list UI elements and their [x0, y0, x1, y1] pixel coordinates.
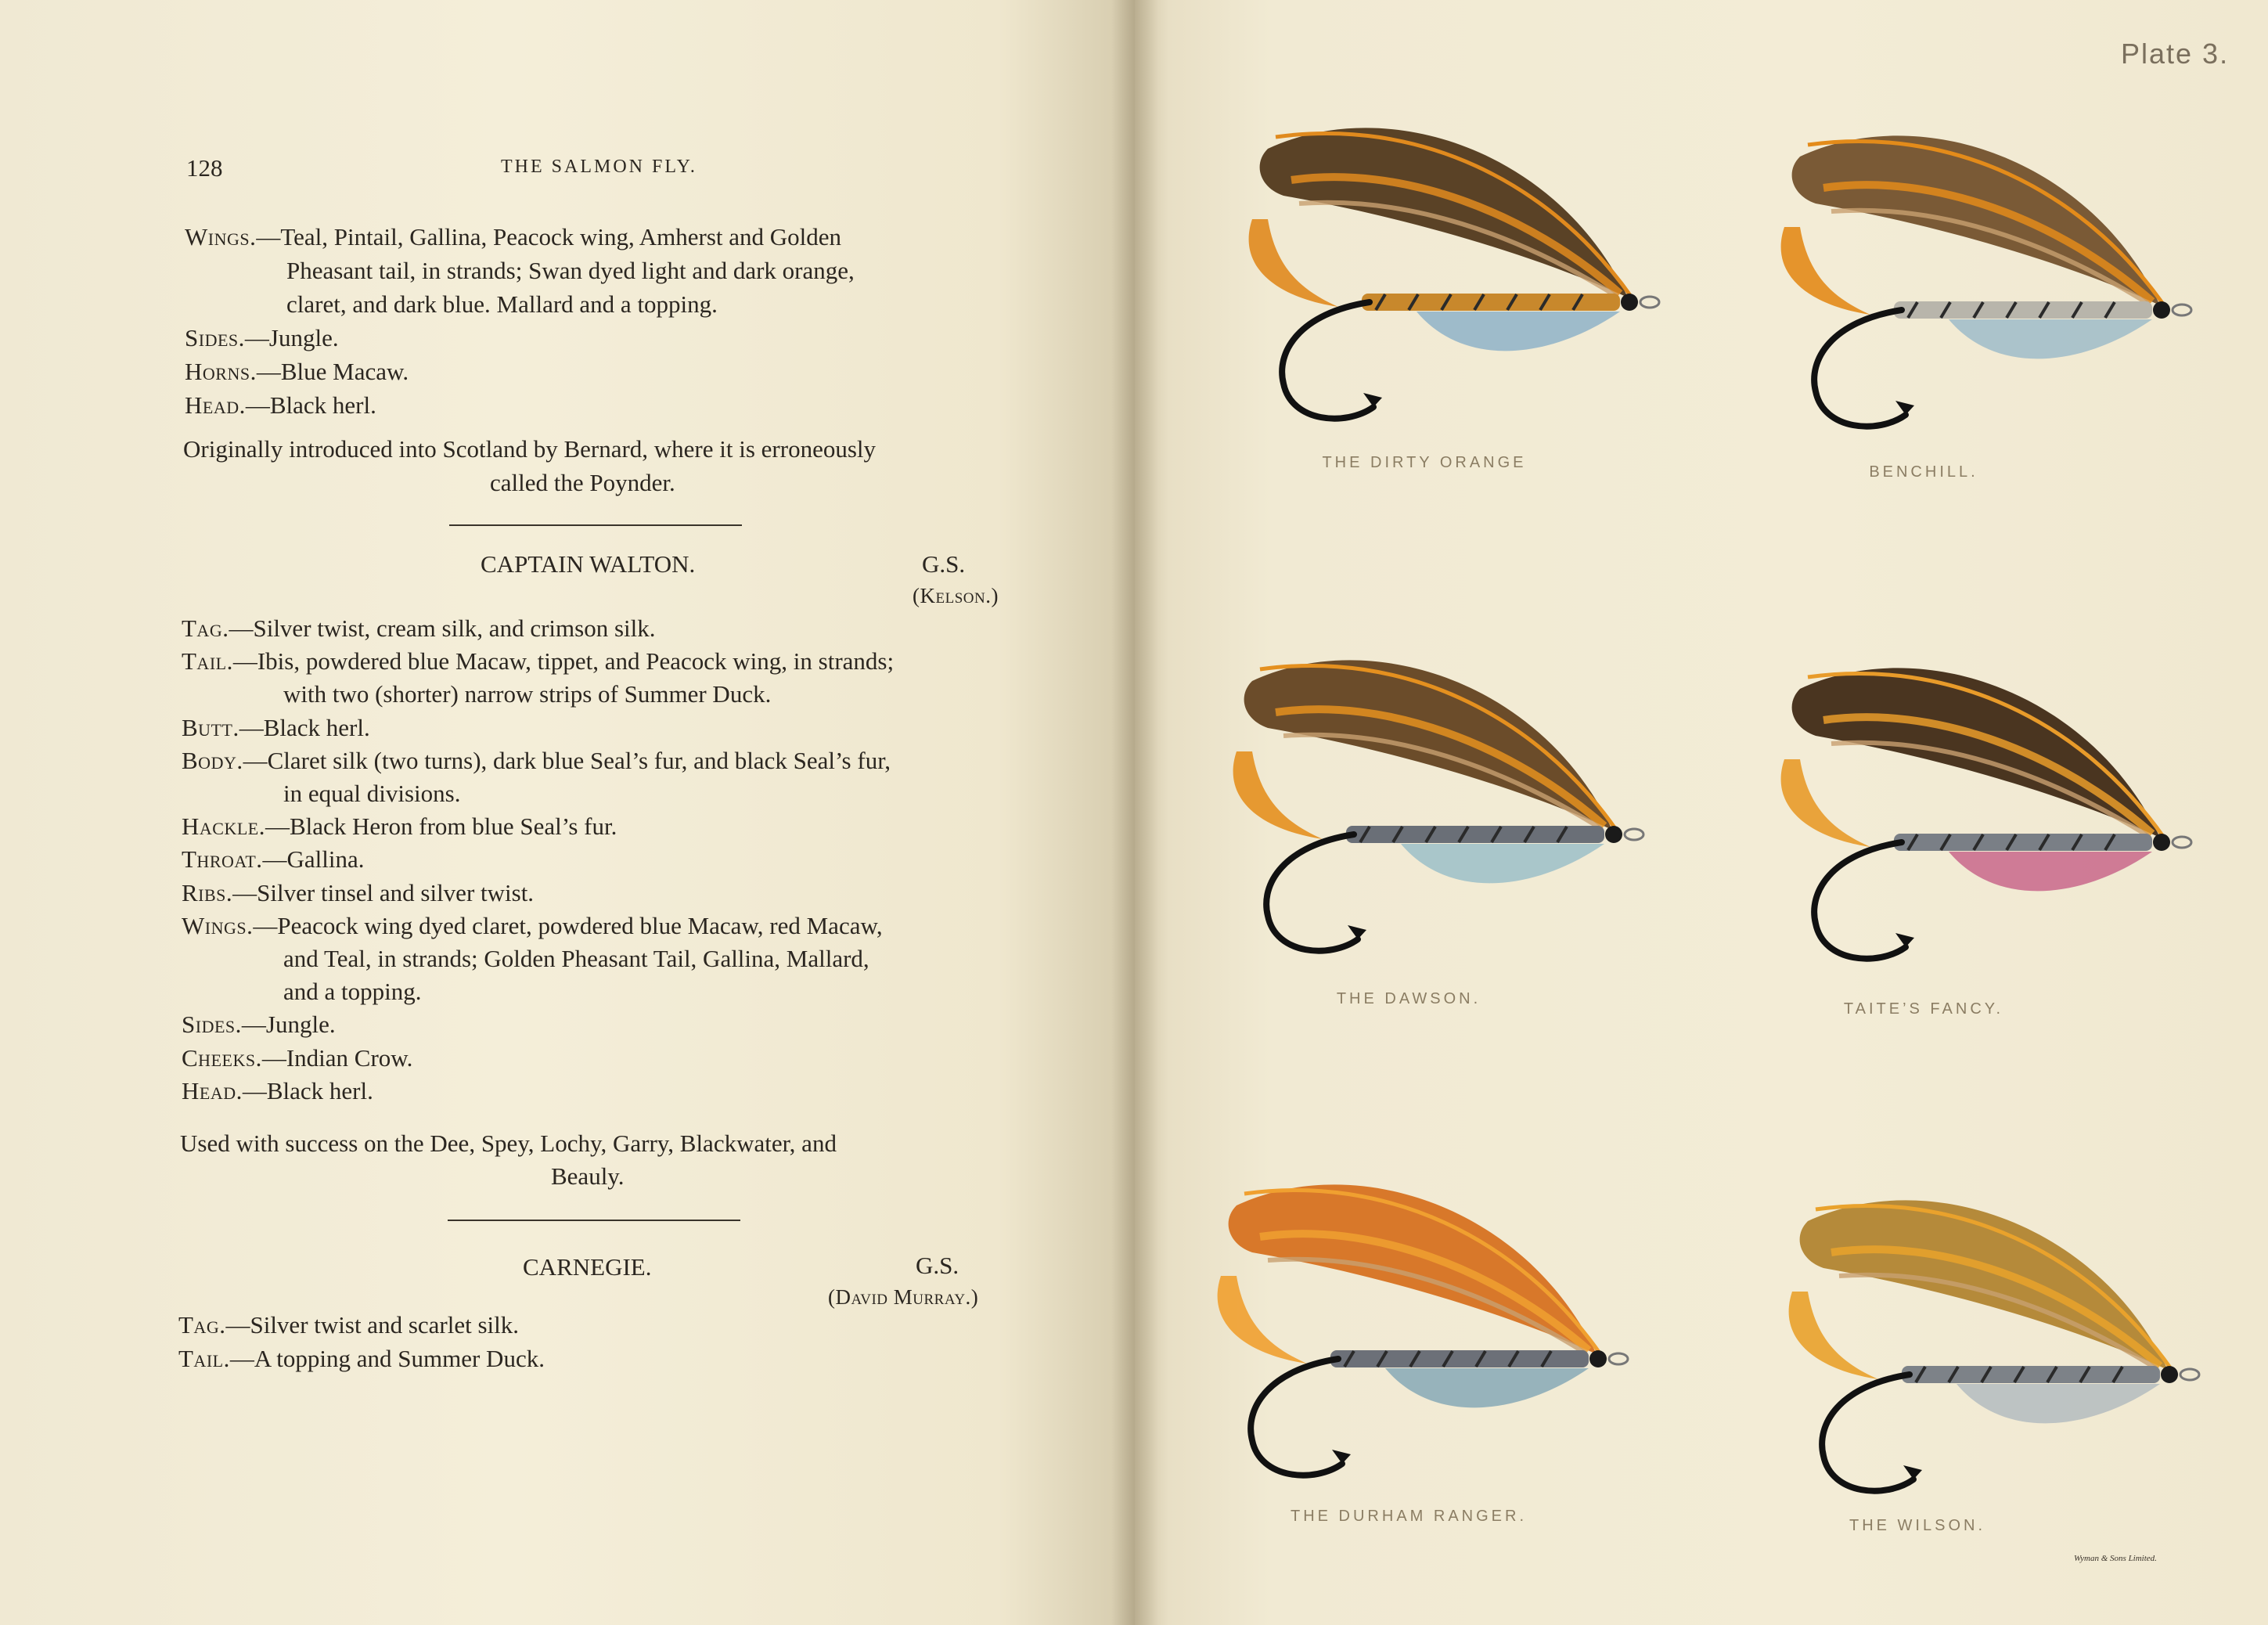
fly-hackle — [1949, 852, 2152, 891]
fly-hackle — [1385, 1368, 1589, 1407]
entry-text: —Teal, Pintail, Gallina, Peacock wing, Amherst and Golden — [256, 223, 842, 250]
entry-line — [182, 843, 365, 876]
fly-hook — [1282, 302, 1373, 419]
entry-continuation: and a topping. — [283, 978, 422, 1006]
entry-text: —Claret silk (two turns), dark blue Seal’s fur, and black Seal’s fur, — [243, 746, 891, 774]
entry-text: —A topping and Summer Duck. — [229, 1345, 545, 1372]
fly-head — [2161, 1366, 2178, 1383]
fly-illustration — [1150, 1158, 1651, 1503]
fly-hackle — [1401, 844, 1604, 883]
entry-line — [185, 389, 376, 422]
fly-tail — [1218, 1276, 1307, 1364]
page-number: 128 — [186, 154, 223, 182]
fly-hackle — [1417, 312, 1620, 351]
entry-term: Throat. — [182, 845, 263, 874]
note-poynder-line1: Originally introduced into Scotland by Bernard, where it is erroneously — [183, 435, 877, 463]
note-rivers-line1: Used with success on the Dee, Spey, Lochy, Garry, Blackwater, and — [180, 1130, 837, 1157]
entry-line — [185, 355, 409, 388]
fly-head — [1621, 294, 1638, 311]
fly-hook — [1822, 1375, 1913, 1491]
fly-hook-barb — [1895, 401, 1914, 415]
pattern-code: G.S. — [922, 550, 966, 578]
fly-caption: BENCHILL. — [1869, 463, 1978, 481]
entry-term: Ribs. — [182, 878, 233, 906]
entry-line — [182, 877, 534, 910]
entry-continuation: with two (shorter) narrow strips of Summer Duck. — [283, 680, 772, 708]
entry-text: —Silver twist, cream silk, and crimson silk. — [229, 614, 656, 642]
fly-tail — [1781, 227, 1870, 315]
pattern-title-captain-walton: CAPTAIN WALTON. — [481, 550, 696, 578]
entry-term: Sides. — [185, 324, 245, 351]
section-divider-2 — [448, 1220, 740, 1221]
running-head: THE SALMON FLY. — [501, 157, 697, 177]
entry-term: Hackle. — [182, 812, 265, 841]
entry-text: —Blue Macaw. — [256, 358, 409, 385]
entry-term: Tag. — [182, 614, 229, 642]
fly-illustration — [1166, 634, 1667, 978]
fly-illustration — [1182, 102, 1683, 446]
entry-text: —Jungle. — [241, 1011, 336, 1039]
fly-eye — [1625, 829, 1643, 840]
entry-term: Cheeks. — [182, 1043, 262, 1072]
fly-eye — [2173, 304, 2191, 315]
fly-hook-barb — [1363, 393, 1382, 407]
fly-caption: THE WILSON. — [1849, 1517, 1985, 1534]
fly-caption: THE DIRTY ORANGE — [1322, 454, 1527, 471]
entry-line — [182, 645, 894, 678]
pattern-code-2: G.S. — [916, 1252, 959, 1279]
fly-hook-barb — [1903, 1465, 1922, 1479]
fly-eye — [2173, 837, 2191, 848]
plate-title: Plate 3. — [2121, 38, 2230, 70]
entry-term: Tail. — [178, 1345, 230, 1372]
entry-text: —Gallina. — [262, 845, 365, 874]
right-page — [1135, 0, 2268, 1625]
printer-imprint: Wyman & Sons Limited. — [2074, 1554, 2157, 1563]
fly-head — [1605, 826, 1622, 843]
fly-hackle — [1957, 1384, 2160, 1423]
entry-text: —Black herl. — [242, 1076, 373, 1104]
fly-caption: THE DURHAM RANGER. — [1290, 1508, 1527, 1525]
entry-text: —Silver twist and scarlet silk. — [225, 1311, 519, 1339]
entry-line — [178, 1342, 545, 1375]
entry-line — [182, 810, 617, 843]
note-rivers-line2: Beauly. — [551, 1162, 625, 1190]
pattern-title-carnegie: CARNEGIE. — [523, 1253, 652, 1281]
entry-term: Head. — [185, 391, 246, 419]
entry-line — [182, 712, 370, 744]
entry-line — [182, 910, 883, 942]
entry-term: Wings. — [185, 223, 257, 250]
entry-text: —Jungle. — [244, 324, 339, 351]
fly-hook — [1814, 842, 1906, 959]
fly-hook — [1251, 1359, 1342, 1475]
fly-caption: TAITE’S FANCY. — [1843, 1000, 2004, 1018]
entry-line — [182, 1075, 373, 1108]
entry-term: Tag. — [178, 1311, 226, 1339]
fly-eye — [1640, 297, 1659, 308]
entry-term: Head. — [182, 1076, 243, 1104]
fly-illustration — [1722, 1174, 2223, 1519]
fly-tail — [1249, 219, 1338, 307]
fly-hackle — [1949, 319, 2152, 359]
fly-head — [2153, 301, 2170, 319]
entry-continuation: claret, and dark blue. Mallard and a topping. — [286, 290, 718, 318]
entry-line — [182, 1008, 336, 1041]
note-poynder-line2: called the Poynder. — [490, 469, 675, 496]
entry-term: Sides. — [182, 1011, 242, 1039]
entry-term: Tail. — [182, 647, 233, 676]
fly-hook-barb — [1895, 933, 1914, 947]
entry-line — [178, 1309, 519, 1342]
fly-head — [1589, 1350, 1607, 1367]
entry-text: —Indian Crow. — [261, 1043, 413, 1072]
entry-text: —Black Heron from blue Seal’s fur. — [265, 812, 617, 841]
fly-tail — [1781, 759, 1870, 847]
section-divider — [449, 524, 742, 526]
entry-continuation: Pheasant tail, in strands; Swan dyed light and dark orange, — [286, 257, 855, 284]
fly-illustration — [1714, 642, 2215, 986]
entry-text: —Peacock wing dyed claret, powdered blue Macaw, red Macaw, — [253, 911, 883, 939]
fly-illustration — [1714, 110, 2215, 454]
entry-text: —Black herl. — [239, 713, 370, 741]
entry-term: Wings. — [182, 911, 254, 939]
entry-text: —Silver tinsel and silver twist. — [232, 878, 535, 906]
fly-hook — [1814, 310, 1906, 427]
fly-hook — [1266, 834, 1358, 951]
entry-line — [182, 1042, 412, 1075]
entry-text: —Black herl. — [245, 391, 376, 419]
fly-tail — [1233, 751, 1323, 839]
fly-caption: THE DAWSON. — [1336, 990, 1481, 1007]
fly-hook-barb — [1348, 925, 1366, 939]
fly-tail — [1789, 1292, 1878, 1379]
entry-line — [185, 221, 841, 254]
pattern-author: (Kelson.) — [913, 584, 999, 607]
entry-text: —Ibis, powdered blue Macaw, tippet, and Peacock wing, in strands; — [232, 647, 895, 676]
entry-continuation: and Teal, in strands; Golden Pheasant Tail, Gallina, Mallard, — [283, 945, 869, 972]
fly-head — [2153, 834, 2170, 851]
entry-continuation: in equal divisions. — [283, 780, 461, 807]
entry-line — [185, 322, 339, 355]
entry-term: Body. — [182, 746, 243, 774]
pattern-author-2: (David Murray.) — [828, 1285, 979, 1309]
fly-hook-barb — [1332, 1450, 1351, 1464]
entry-term: Horns. — [185, 358, 257, 385]
fly-eye — [1609, 1353, 1628, 1364]
entry-term: Butt. — [182, 713, 239, 741]
fly-eye — [2180, 1369, 2199, 1380]
entry-line — [182, 744, 891, 777]
entry-line — [182, 612, 655, 645]
